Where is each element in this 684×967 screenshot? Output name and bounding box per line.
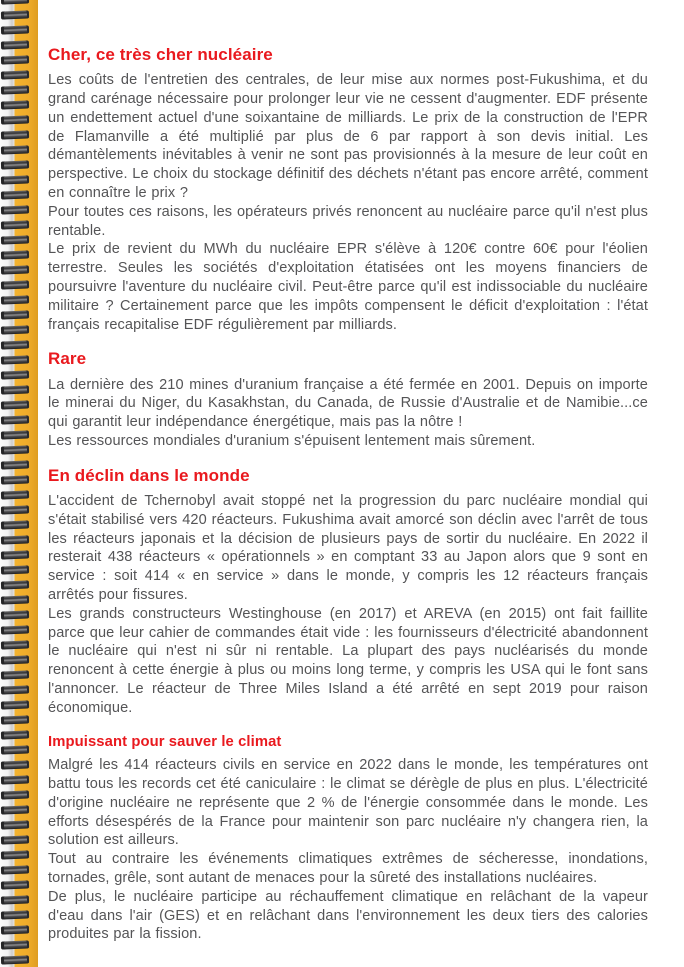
spiral-coil-icon: [1, 505, 29, 514]
spiral-coil-icon: [1, 310, 29, 319]
spiral-coil-icon: [1, 580, 29, 589]
spiral-coil-icon: [1, 655, 29, 664]
spiral-coil-icon: [1, 130, 29, 139]
spiral-coil-icon: [1, 10, 29, 19]
spiral-coil-icon: [1, 745, 29, 754]
spiral-coil-icon: [1, 340, 29, 349]
spiral-coil-icon: [1, 250, 29, 259]
spiral-coil-icon: [1, 460, 29, 469]
spiral-coil-icon: [1, 550, 29, 559]
spiral-coil-icon: [1, 520, 29, 529]
spiral-coil-icon: [1, 370, 29, 379]
spiral-coil-icon: [1, 700, 29, 709]
spiral-coil-icon: [1, 400, 29, 409]
paragraph: Le prix de revient du MWh du nucléaire EPR s'élève à 120€ contre 60€ pour l'éolien terrestre. Seules les sociétés d'exploitation étatisées ont les moyens financiers de poursuivre l'aventure du nucléaire civil. Peut-être parce qu'il est indissociable du nucléaire militaire ? Certainement parce que les impôts compensent le déficit d'exploitation : l'état français recapitalise EDF régulièrement par milliards.: [48, 241, 648, 333]
spiral-coil-icon: [1, 415, 29, 424]
spiral-coil-icon: [1, 175, 29, 184]
spiral-coil-icon: [1, 355, 29, 364]
spiral-coil-icon: [1, 325, 29, 334]
section-cher-nucleaire: [48, 44, 648, 334]
paragraph: Pour toutes ces raisons, les opérateurs privés renoncent au nucléaire parce qu'il n'est plus rentable.: [48, 203, 648, 239]
section-heading: En déclin dans le monde: [48, 465, 250, 485]
spiral-coil-icon: [1, 490, 29, 499]
spiral-coil-icon: [1, 685, 29, 694]
paragraph: De plus, le nucléaire participe au réchauffement climatique en relâchant de la vapeur d'eau dans l'air (GES) et en relâchant dans l'environnement les deux tiers des calories produites par la fission.: [48, 888, 648, 943]
spiral-coil-icon: [1, 820, 29, 829]
spiral-binding: [0, 0, 38, 967]
document-page: [48, 44, 648, 944]
spiral-coil-icon: [1, 0, 29, 5]
spiral-coil-icon: [1, 775, 29, 784]
spiral-coil-icon: [1, 205, 29, 214]
spiral-coil-icon: [1, 160, 29, 169]
spiral-coil-icon: [1, 730, 29, 739]
spiral-coil-icon: [1, 145, 29, 154]
spiral-coil-icon: [1, 610, 29, 619]
spiral-coil-icon: [1, 865, 29, 874]
spiral-coil-icon: [1, 25, 29, 34]
section-impuissant-climat: [48, 733, 648, 944]
spiral-coil-icon: [1, 760, 29, 769]
spiral-coil-icon: [1, 430, 29, 439]
spiral-coil-icon: [1, 715, 29, 724]
section-heading: Rare: [48, 349, 87, 369]
spiral-coil-icon: [1, 475, 29, 484]
spiral-coil-icon: [1, 115, 29, 124]
spiral-coil-icon: [1, 220, 29, 229]
spiral-coil-icon: [1, 100, 29, 109]
spiral-coil-icon: [1, 835, 29, 844]
paragraph: Tout au contraire les événements climatiques extrêmes de sécheresse, inondations, tornades, grêle, sont autant de menaces pour la sûreté des installations nucléaires.: [48, 851, 648, 886]
spiral-coil-icon: [1, 190, 29, 199]
spiral-coil-icon: [1, 235, 29, 244]
spiral-coil-icon: [1, 880, 29, 889]
spiral-coil-icon: [1, 295, 29, 304]
spiral-coil-icon: [1, 955, 29, 964]
spiral-coil-icon: [1, 805, 29, 814]
spiral-coil-icon: [1, 280, 29, 289]
spiral-coil-icon: [1, 625, 29, 634]
spiral-coil-icon: [1, 790, 29, 799]
spiral-coil-icon: [1, 85, 29, 94]
spiral-coil-icon: [1, 850, 29, 859]
paragraph: Les grands constructeurs Westinghouse (en 2017) et AREVA (en 2015) ont fait faillite parce que leur cahier de commandes était vide : les fournisseurs d'électricité abandonnent le nucléaire qui n'est ni sûr ni rentable. La plupart des pays nucléarisés du monde renoncent à cette énergie à plus ou moins long terme, y compris les USA qui le font sans l'annoncer. Le réacteur de Three Miles Island a été arrêté en sept 2019 pour raison économique.: [48, 605, 648, 716]
paragraph: Les coûts de l'entretien des centrales, de leur mise aux normes post-Fukushima, et du grand carénage nécessaire pour prolonger leur vie ne cessent d'augmenter. EDF présente un endettement actuel d'une soixantaine de milliards. Le prix de la construction de l'EPR de Flamanville a été multiplié par plus de 6 par rapport à son devis initial. Les démantèlements inévitables à venir ne sont pas provisionnés à la mesure de leur coût en perspective. Le choix du stockage définitif des déchets n'étant pas encore arrêté, comment en connaître le prix ?: [48, 72, 648, 202]
section-heading: Cher, ce très cher nucléaire: [48, 45, 273, 64]
spiral-coil-icon: [1, 910, 29, 919]
paragraph: L'accident de Tchernobyl avait stoppé net la progression du parc nucléaire mondial qui s'était stabilisé vers 420 réacteurs. Fukushima avait amorcé son déclin avec l'arrêt de tous les réacteurs japonais et la décision de plusieurs pays de sortir du nucléaire. En 2022 il resterait 438 réacteurs « opérationnels » en comptant 33 au Japon alors que 9 sont en service : soit 414 « en service » dans le monde, y compris les 12 réacteurs français arrêtés pour fissures.: [48, 493, 648, 604]
spiral-coil-icon: [1, 535, 29, 544]
spiral-coil-icon: [1, 40, 29, 49]
spiral-coil-icon: [1, 640, 29, 649]
paragraph: La dernière des 210 mines d'uranium française a été fermée en 2001. Depuis on importe le minerai du Niger, du Kasakhstan, du Canada, de Russie d'Australie et de Namibie...ce qui garantit leur indépendance énergétique, mais pas la nôtre !: [48, 376, 648, 431]
spiral-coil-icon: [1, 265, 29, 274]
spiral-coil-icon: [1, 565, 29, 574]
spiral-coil-icon: [1, 940, 29, 949]
section-declin-monde: [48, 465, 648, 718]
spiral-coil-icon: [1, 670, 29, 679]
section-rare: [48, 348, 648, 450]
spiral-coil-icon: [1, 445, 29, 454]
spiral-coil-icon: [1, 925, 29, 934]
spiral-coil-icon: [1, 895, 29, 904]
paragraph: Malgré les 414 réacteurs civils en service en 2022 dans le monde, les températures ont battu tous les records cet été caniculaire : le climat se dérègle de plus en plus. L'électricité d'origine nucléaire ne représente que 2 % de l'énergie consommée dans le monde. Les efforts désespérés de la France pour maintenir son parc nucléaire n'y changera rien, la solution est ailleurs.: [48, 757, 648, 849]
spiral-coil-icon: [1, 595, 29, 604]
paragraph: Les ressources mondiales d'uranium s'épuisent lentement mais sûrement.: [48, 433, 536, 450]
notebook-binding-edge: [0, 0, 38, 967]
spiral-coil-icon: [1, 70, 29, 79]
spiral-coil-icon: [1, 55, 29, 64]
section-heading: Impuissant pour sauver le climat: [48, 733, 282, 750]
spiral-coil-icon: [1, 385, 29, 394]
